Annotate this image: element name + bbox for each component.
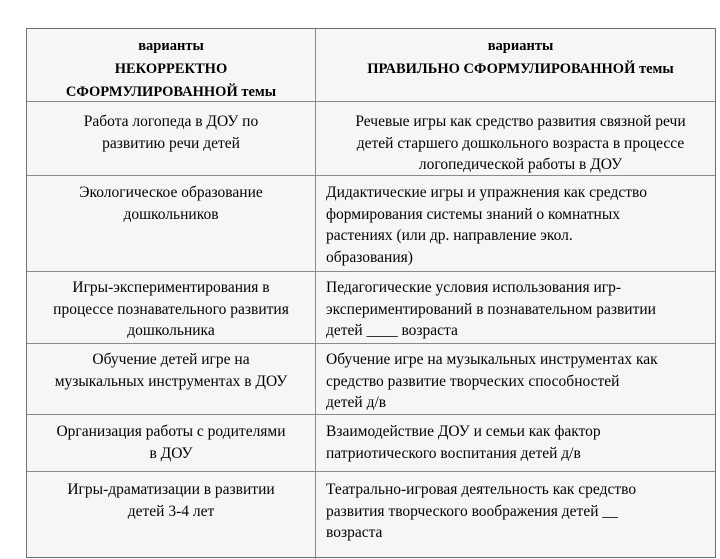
cell-text-line: в ДОУ bbox=[149, 444, 193, 462]
header-incorrect-topics bbox=[27, 29, 316, 101]
cell-text-line: детей 3-4 лет bbox=[127, 502, 215, 520]
cell-text-line: патриотического воспитания детей д/в bbox=[326, 444, 581, 462]
correct-topic-cell bbox=[316, 272, 717, 343]
table-row bbox=[27, 415, 715, 472]
cell-text-line: формирования системы знаний о комнатных bbox=[326, 205, 621, 223]
cell-text-line: детей д/в bbox=[326, 394, 387, 411]
correct-topic-cell bbox=[316, 472, 717, 559]
cell-text-line: Театрально-игровая деятельность как средство bbox=[326, 481, 637, 498]
correct-topic-cell bbox=[316, 344, 717, 414]
cell-text-line: детей старшего дошкольного возраста в процессе bbox=[356, 134, 685, 152]
cell-text-line: развитию речи детей bbox=[102, 134, 240, 152]
table-row bbox=[27, 272, 715, 344]
cell-text-line: Организация работы с родителями bbox=[56, 423, 286, 440]
cell-text-line: Экологическое образование bbox=[79, 184, 263, 201]
cell-text-line: детей ____ возраста bbox=[326, 322, 458, 339]
table-row bbox=[27, 176, 715, 272]
incorrect-topic-cell bbox=[27, 272, 316, 343]
cell-text-line: Дидактические игры и упражнения как средство bbox=[326, 184, 647, 201]
correct-topic-cell bbox=[316, 415, 717, 471]
table-row bbox=[27, 102, 715, 176]
incorrect-topic-cell bbox=[27, 344, 316, 414]
incorrect-topic-cell bbox=[27, 102, 316, 175]
table-row bbox=[27, 344, 715, 415]
cell-text-line: Игры-драматизации в развитии bbox=[67, 481, 275, 498]
cell-text-line: логопедической работы в ДОУ bbox=[418, 156, 623, 173]
cell-text-line: Работа логопеда в ДОУ по bbox=[83, 113, 259, 130]
cell-text-line: Обучение игре на музыкальных инструментах как bbox=[326, 351, 658, 368]
incorrect-topic-cell bbox=[27, 176, 316, 271]
header-text-line: НЕКОРРЕКТНО bbox=[114, 61, 228, 77]
header-text-line: варианты bbox=[487, 38, 554, 54]
cell-text-line: Педагогические условия использования игр- bbox=[326, 279, 622, 296]
cell-text-line: образования) bbox=[326, 248, 413, 266]
correct-topic-cell bbox=[316, 102, 717, 175]
incorrect-topic-cell bbox=[27, 415, 316, 471]
cell-text-line: музыкальных инструментах в ДОУ bbox=[54, 372, 288, 390]
table-header-row bbox=[27, 29, 715, 102]
cell-text-line: средство развитие творческих способностей bbox=[326, 372, 620, 390]
cell-text-line: процессе познавательного развития bbox=[53, 300, 289, 318]
cell-text-line: Игры-экспериментирования в bbox=[72, 279, 270, 296]
cell-text-line: дошкольников bbox=[123, 205, 219, 223]
header-text-line: варианты bbox=[138, 38, 204, 54]
header-text-line: СФОРМУЛИРОВАННОЙ темы bbox=[65, 84, 277, 100]
header-correct-topics bbox=[316, 29, 717, 101]
cell-text-line: Взаимодействие ДОУ и семьи как фактор bbox=[326, 423, 601, 440]
table-row bbox=[27, 472, 715, 559]
cell-text-line: возраста bbox=[326, 524, 383, 541]
cell-text-line: дошкольника bbox=[127, 322, 215, 339]
cell-text-line: растениях (или др. направление экол. bbox=[326, 227, 573, 244]
cell-text-line: экспериментирований в познавательном развитии bbox=[326, 300, 656, 318]
correct-topic-cell bbox=[316, 176, 717, 271]
cell-text-line: Речевые игры как средство развития связной речи bbox=[355, 113, 686, 130]
header-text-line: ПРАВИЛЬНО СФОРМУЛИРОВАННОЙ темы bbox=[367, 61, 674, 77]
cell-text-line: развития творческого воображения детей __ bbox=[326, 502, 618, 520]
incorrect-topic-cell bbox=[27, 472, 316, 559]
topics-table bbox=[26, 28, 716, 558]
cell-text-line: Обучение детей игре на bbox=[92, 351, 250, 368]
